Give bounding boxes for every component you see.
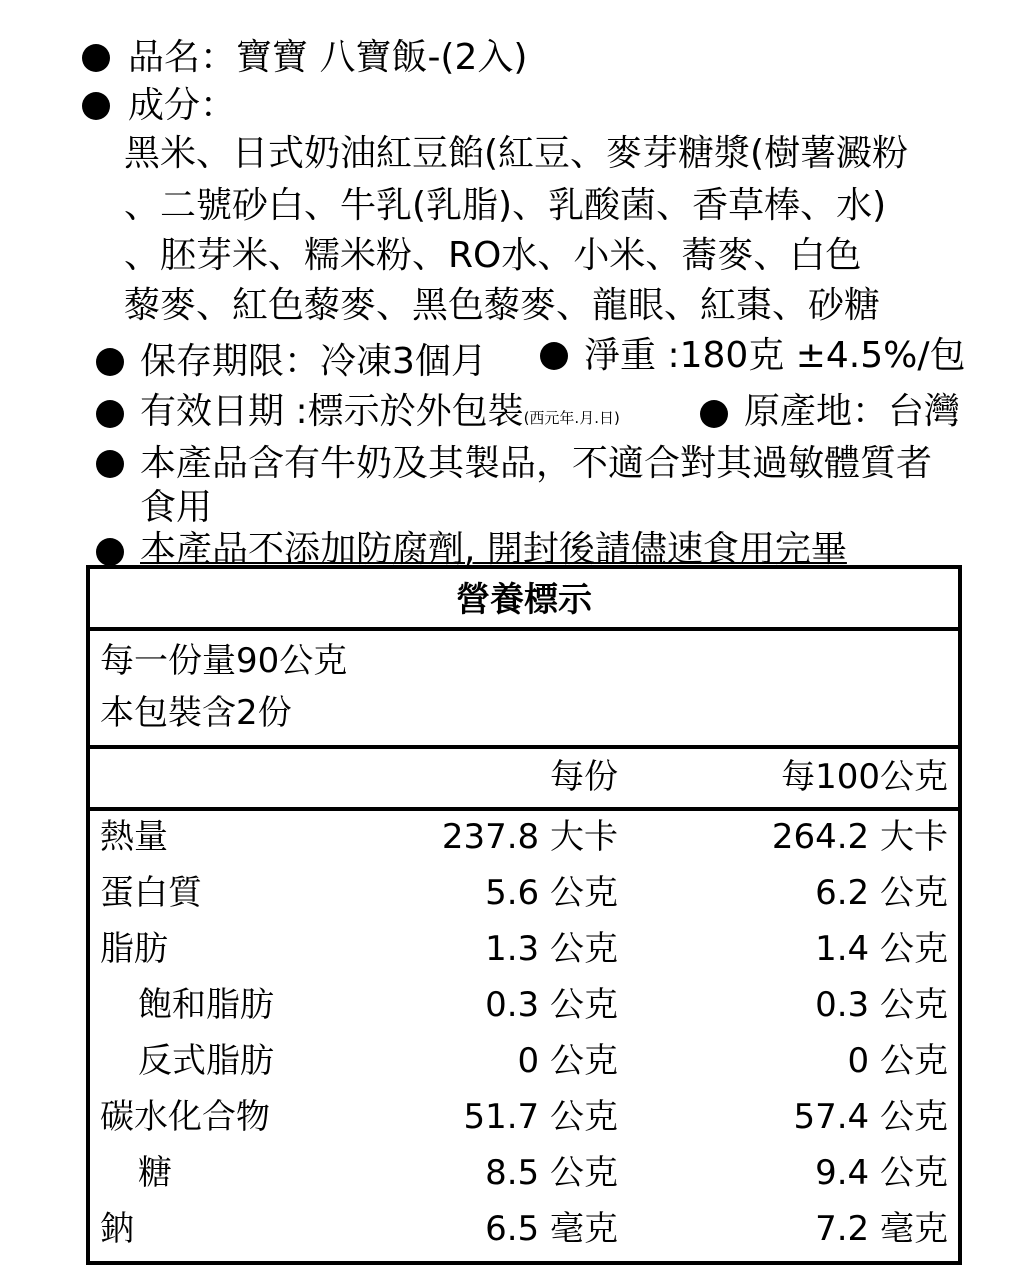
expiry-date [140,392,620,438]
nutrient-name: 糖 [138,1153,172,1193]
net-weight: 淨重 :180克 ±4.5%/包 [584,335,966,376]
allergen-warning-cont: 食用 [140,487,213,528]
divider [90,807,958,811]
bullet-icon [96,538,124,566]
nutrient-per-100g: 9.4 公克 [815,1153,948,1193]
ingredients-line: 黑米、日式奶油紅豆餡(紅豆、麥芽糖漿(樹薯澱粉 [124,133,909,174]
nutrient-per-100g: 1.4 公克 [815,929,948,969]
bullet-icon [540,342,568,370]
nutrient-per-100g: 0 公克 [847,1041,948,1081]
divider [90,745,958,749]
nutrient-name: 熱量 [100,817,168,857]
nutrient-per-serving: 1.3 公克 [485,929,618,969]
column-header-per-serving: 每份 [550,757,618,797]
nutrient-per-serving: 5.6 公克 [485,873,618,913]
nutrient-per-100g: 0.3 公克 [815,985,948,1025]
shelf-life: 保存期限：冷凍3個月 [140,341,487,382]
origin: 原產地：台灣 [744,391,961,432]
serving-size: 每一份量90公克 [100,641,348,681]
nutrition-title: 營養標示 [90,569,958,631]
nutrient-per-serving: 51.7 公克 [463,1097,618,1137]
nutrient-per-100g: 7.2 毫克 [815,1209,948,1249]
ingredients-line: 、二號砂白、牛乳(乳脂)、乳酸菌、香草棒、水) [124,185,887,226]
column-header-per-100g: 每100公克 [781,757,948,797]
preservative-note: 本產品不添加防腐劑, 開封後請儘速食用完畢 [140,529,847,570]
nutrient-per-serving: 8.5 公克 [485,1153,618,1193]
nutrient-name: 蛋白質 [100,873,202,913]
nutrient-per-100g: 57.4 公克 [793,1097,948,1137]
bullet-icon [96,450,124,478]
nutrient-name: 脂肪 [100,929,168,969]
ingredients-line: 、胚芽米、糯米粉、RO水、小米、蕎麥、白色 [124,235,862,276]
bullet-icon [96,348,124,376]
servings-per-package: 本包裝含2份 [100,693,292,733]
nutrition-table [86,565,962,1265]
nutrient-per-100g: 264.2 大卡 [771,817,948,857]
nutrient-name: 飽和脂肪 [138,985,274,1025]
bullet-icon [82,44,110,72]
nutrient-per-serving: 0.3 公克 [485,985,618,1025]
expiry-note: (西元年.月.日) [523,409,620,427]
nutrient-name: 碳水化合物 [100,1097,270,1137]
bullet-icon [700,400,728,428]
nutrient-per-serving: 0 公克 [517,1041,618,1081]
bullet-icon [82,92,110,120]
nutrient-name: 反式脂肪 [138,1041,274,1081]
nutrient-per-serving: 237.8 大卡 [441,817,618,857]
nutrient-per-100g: 6.2 公克 [815,873,948,913]
allergen-warning: 本產品含有牛奶及其製品，不適合對其過敏體質者 [140,443,933,484]
bullet-icon [96,400,124,428]
ingredients-label: 成分： [128,85,237,126]
product-name: 品名：寶寶 八寶飯-(2入) [128,37,528,78]
nutrient-name: 鈉 [100,1209,134,1249]
ingredients-line: 藜麥、紅色藜麥、黑色藜麥、龍眼、紅棗、砂糖 [124,285,881,326]
nutrient-per-serving: 6.5 毫克 [485,1209,618,1249]
expiry-text: 有效日期 :標示於外包裝 [140,391,524,432]
